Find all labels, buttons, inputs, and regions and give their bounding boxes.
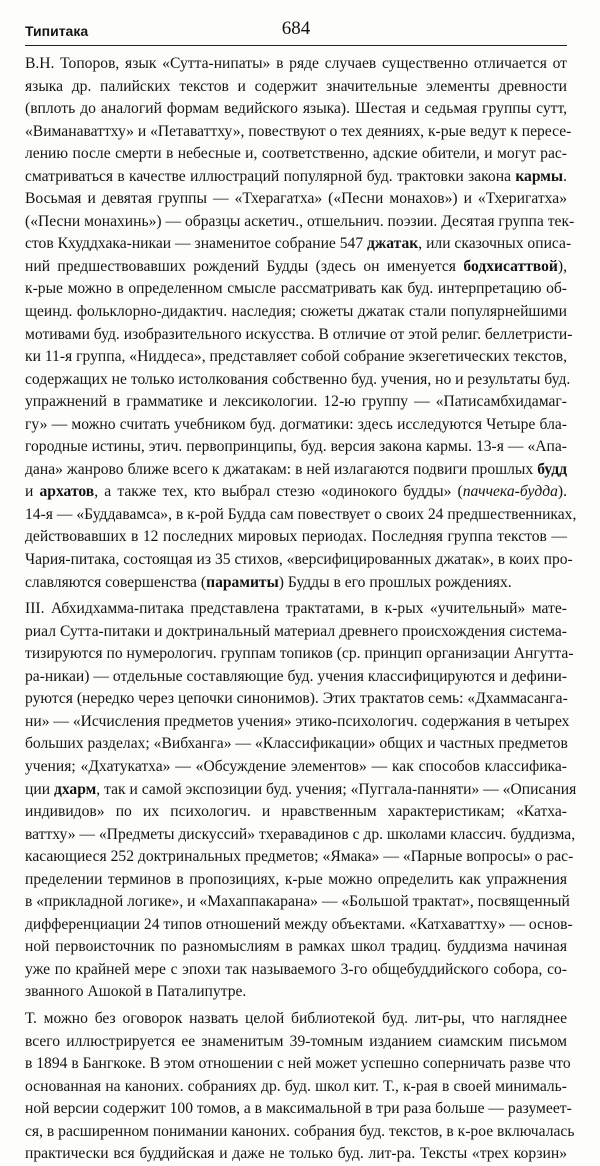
line-text: риал Сутта-питаки и доктринальный материал древнего происхождения система- [25, 622, 567, 640]
line-text: в «прикладной логике», и «Махаппакарана» — «Большой трактат», посвященный [25, 893, 570, 911]
line-text: Восьмая и девятая группы — «Тхерагатха» («Песни монахов») и «Тхеригатха» [25, 190, 567, 208]
text-line [25, 166, 567, 189]
text-line [25, 121, 572, 144]
text-line [25, 436, 567, 459]
text-line [25, 549, 573, 572]
article-body [25, 53, 577, 1166]
line-text: стов Кхуддхака-никаи — знаменитое собрание 547 [25, 235, 368, 253]
line-text: . [563, 167, 567, 185]
text-line [25, 76, 567, 99]
text-line [25, 846, 574, 869]
line-text: званного Ашокой в Паталипутре. [25, 983, 247, 1001]
text-line [25, 301, 567, 324]
text-line [25, 1031, 567, 1054]
text-line [25, 414, 567, 437]
text-line [25, 824, 576, 847]
line-text: упражнений в грамматике и лексикологии. 12-ю группу — «Патисамбхидамаг- [25, 393, 567, 411]
line-text: практически вся буддийская и даже не только буд. лит-ра. Тексты «трех корзин» [25, 1145, 567, 1163]
text-line [25, 981, 567, 1004]
line-text: (вплоть до аналогий формам ведийского языка). Шестая и седьмая группы сутт, [25, 100, 567, 118]
italic-term: паччека-будда [462, 483, 558, 501]
line-text: ции [25, 780, 54, 798]
page-number: 684 [281, 18, 311, 39]
line-text: ся, в расширенном понимании каноних. собрания буд. текстов, в к-рое включалась [25, 1122, 575, 1140]
text-line [25, 1076, 567, 1099]
header-rule [25, 45, 567, 46]
line-text: уже по крайней мере с эпохи так называемого 3-го общебуддийского собора, со- [25, 960, 567, 978]
line-text: к-рые можно в определенном смысле рассматривать как буд. интерпретацию об- [25, 280, 567, 298]
text-line [25, 598, 567, 621]
line-text: III. Абхидхамма-питака представлена трактатами, в к-рых «учительный» мате- [25, 600, 567, 618]
text-line [25, 914, 573, 937]
line-text: ), [557, 257, 567, 275]
line-text: касающиеся 252 доктринальных предметов; «Ямака» — «Парные вопросы» о рас- [25, 848, 574, 866]
bold-term: бодхисаттвой [463, 257, 558, 275]
line-text: всего иллюстрируется ее знаменитым 39-томным изданием сиамским письмом [25, 1032, 567, 1050]
text-line [25, 526, 567, 549]
line-text: Чария-питака, состоящая из 35 стихов, «версифицированных джатак», в коих про- [25, 551, 573, 569]
line-text: щеинд. фольклорно-дидактич. наследия; сюжеты джатак стали популярнейшими [25, 303, 567, 321]
text-line [25, 188, 567, 211]
text-line [25, 779, 577, 802]
text-line [25, 278, 567, 301]
line-text: руются (нередко через цепочки синонимов). Этих трактатов семь: «Дхаммасанга- [25, 690, 568, 708]
text-line [25, 869, 567, 892]
line-text: мотивами буд. изобразительного искусства. В отличие от этой религ. беллетристи- [25, 325, 573, 343]
running-title: Типитака [25, 23, 89, 39]
text-line [25, 572, 567, 595]
text-line [25, 756, 567, 779]
text-line [25, 1121, 575, 1144]
text-line [25, 481, 567, 504]
page-header [25, 18, 567, 40]
text-line [25, 256, 567, 279]
line-text: дана» жанрово ближе всего к джатакам: в ней излагаются подвиги прошлых [25, 460, 538, 478]
text-line [25, 1008, 567, 1031]
text-line [25, 391, 567, 414]
bold-term: парамиты [206, 573, 279, 591]
text-line [25, 666, 567, 689]
line-text: пределении терминов в пропозициях, к-рые можно определить как упражнения [25, 870, 567, 888]
text-line [25, 959, 567, 982]
line-text: 14-я — «Буддавамса», в к-рой Будда сам повествует о своих 24 предшественниках, [25, 505, 577, 523]
line-text: содержащих не только истолкования собственно буд. учения, но и результаты буд. [25, 370, 571, 388]
text-line [25, 1098, 572, 1121]
text-line [25, 891, 570, 914]
line-text: ни» — «Исчисления предметов учения» этико-психологич. содержания в четырех [25, 712, 570, 730]
line-text: городные истины, этич. первопринципы, буд. версия закона кармы. 13-я — «Апа- [25, 438, 567, 456]
text-line [25, 1143, 567, 1166]
line-text: сматриваться в качестве иллюстраций популярной буд. трактовки закона [25, 167, 516, 185]
text-line [25, 346, 567, 369]
text-line [25, 688, 567, 711]
bold-term: будд [537, 460, 567, 478]
text-line [25, 233, 572, 256]
line-text: «Виманаваттху» и «Петаваттху», повествуют о тех деяниях, к-рые ведут к пересе- [25, 122, 572, 140]
line-text: («Песни монахинь») — образцы аскетич., отшельнич. поэзии. Десятая группа тек- [25, 212, 575, 230]
text-line [25, 211, 575, 234]
text-line [25, 801, 567, 824]
line-text: основанная на каноних. собраниях др. буд. школ кит. Т., к-рая в своей минималь- [25, 1077, 567, 1095]
text-line [25, 504, 577, 527]
line-text: ной версии содержит 100 томов, а в максимальной в три раза больше — разумеет- [25, 1100, 572, 1118]
bold-term: дхарм [53, 780, 97, 798]
line-text: лению после смерти в небесные и, соответственно, адские обители, и могут рас- [25, 145, 567, 163]
text-line [25, 324, 573, 347]
bold-term: архатов [39, 483, 95, 501]
line-text: тизируются по нумерологич. группам топиков (ср. принцип организации Ангутта- [25, 645, 574, 663]
line-text: Т. можно без оговорок назвать целой библиотекой буд. лит-ры, что нагляднее [25, 1009, 567, 1027]
text-line [25, 143, 567, 166]
line-text: ) Будды в его прошлых рождениях. [278, 573, 512, 591]
line-text: ваттху» — «Предметы дискуссий» тхеравадинов с др. школами классич. буддизма, [25, 825, 576, 843]
text-line [25, 711, 570, 734]
bold-term: кармы [515, 167, 564, 185]
text-line [25, 643, 574, 666]
text-line [25, 53, 567, 76]
line-text: и [25, 483, 40, 501]
line-text: , или сказочных описа- [418, 235, 572, 253]
line-text: индивидов» по их психологич. и нравственным характеристикам; «Катха- [25, 803, 567, 821]
line-text: В.Н. Топоров, язык «Сутта-нипаты» в ряде случаев существенно отличается от [25, 55, 567, 72]
text-line [25, 936, 567, 959]
line-text: , так и самой экспозиции буд. учения; «Пуггала-панняти» — «Описания [96, 780, 577, 798]
line-text: учения; «Дхатукатха» — «Обсуждение элементов» — как способов классифика- [25, 757, 567, 775]
text-line [25, 98, 567, 121]
text-line [25, 1053, 571, 1076]
line-text: действовавших в 12 последних мировых периодах. Последняя группа текстов — [25, 528, 567, 546]
text-line [25, 459, 567, 482]
text-line [25, 733, 567, 756]
line-text: в 1894 в Бангкоке. В этом отношении с ней может успешно соперничать разве что [25, 1055, 571, 1073]
line-text: , а также тех, кто выбрал стезю «одинокого будды» ( [94, 483, 463, 501]
line-text: языка др. палийских текстов и содержит значительные элементы древности [25, 77, 567, 95]
line-text: ний предшествовавших рождений Будды (здесь он именуется [25, 257, 464, 275]
line-text: дифференциации 24 типов отношений между объектами. «Катхаваттху» — основ- [25, 915, 573, 933]
line-text: ной первоисточник по разномыслиям в рамках школ традиц. буддизма начиная [25, 938, 567, 956]
line-text: славляются совершенства ( [25, 573, 207, 591]
line-text: гу» — можно считать учебником буд. догматики: здесь исследуются Четыре бла- [25, 415, 567, 433]
text-line [25, 621, 567, 644]
line-text: больших разделах; «Вибханга» — «Классификации» общих и частных предметов [25, 735, 568, 753]
line-text: ра-никаи) — отдельные составляющие буд. учения классифицируются и дефини- [25, 667, 567, 685]
line-text: ки 11-я группа, «Ниддеса», представляет собой собрание экзегетических текстов, [25, 348, 568, 366]
line-text: ). [557, 483, 568, 501]
text-line [25, 369, 571, 392]
bold-term: джатак [367, 235, 419, 253]
